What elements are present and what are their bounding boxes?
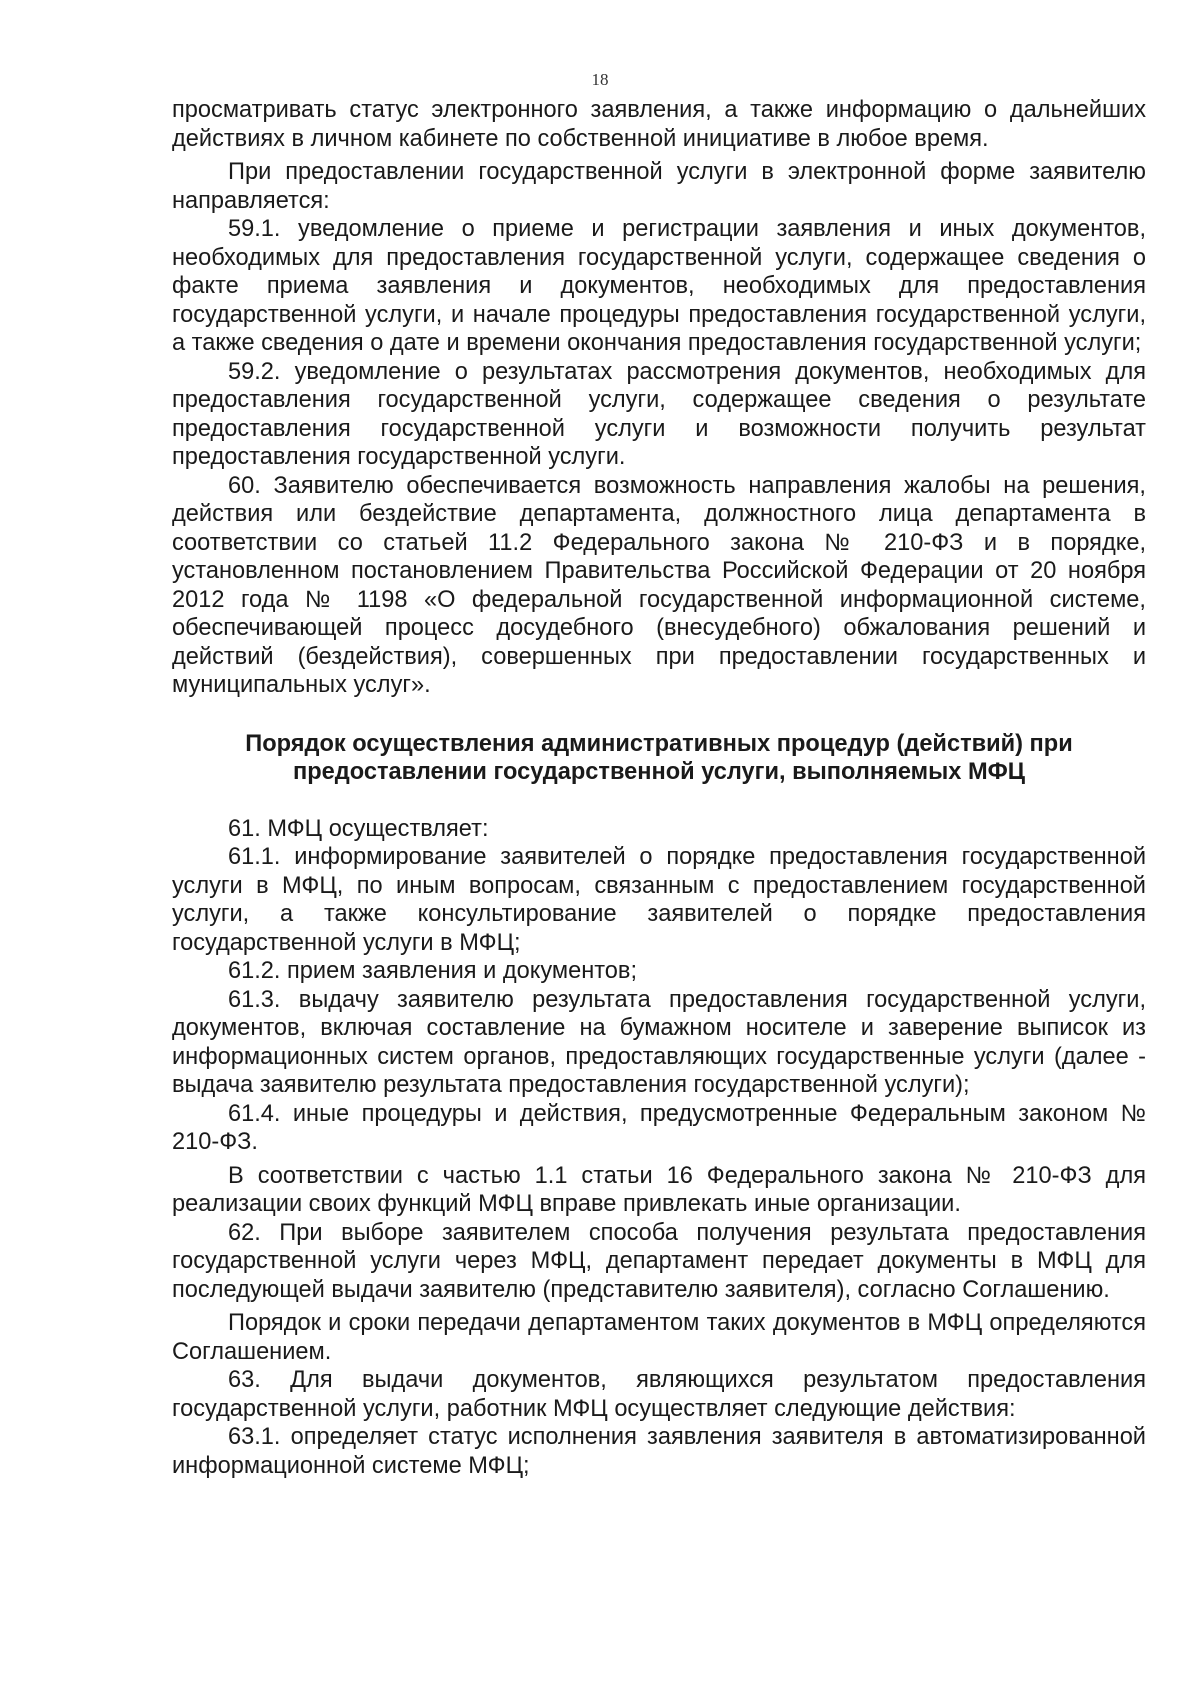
- paragraph-electronic-notifications-intro: При предоставлении государственной услуги в электронной форме заявителю направляется:: [172, 159, 1146, 214]
- paragraph-61-1: 61.1. информирование заявителей о порядке предоставления государственной услуги в МФЦ, по иным вопросам, связанным с предоставлением государственной услуги, а также консультирование заявителей о порядке предоставления государственной услуги в МФЦ;: [172, 844, 1146, 956]
- document-body: [172, 96, 1146, 1480]
- paragraph-60: 60. Заявителю обеспечивается возможность направления жалобы на решения, действия или бездействие департамента, должностного лица департамента в соответствии со статьей 11.2 Федерального закона № 210-ФЗ и в порядке, установленном постановлением Правительства Российской Федерации от 20 ноября 2012 года № 1198 «О федеральной государственной информационной системе, обеспечивающей процесс досудебного (внесудебного) обжалования решений и действий (бездействия), совершенных при предоставлении государственных и муниципальных услуг».: [172, 472, 1146, 698]
- paragraph-status-continuation: просматривать статус электронного заявления, а также информацию о дальнейших действиях в личном кабинете по собственной инициативе в любое время.: [172, 97, 1146, 152]
- page-number: 18: [591, 70, 609, 89]
- paragraph-59-1: 59.1. уведомление о приеме и регистрации заявления и иных документов, необходимых для предоставления государственной услуги, содержащее сведения о факте приема заявления и документов, необходимых для предоставления государственной услуги, и начале процедуры предоставления государственной услуги, а также сведения о дате и времени окончания предоставления государственной услуги;: [172, 216, 1146, 356]
- paragraph-62: 62. При выборе заявителем способа получения результата предоставления государственной услуги через МФЦ, департамент передает документы в МФЦ для последующей выдачи заявителю (представителю заявителя), согласно Соглашению.: [172, 1219, 1146, 1303]
- paragraph-61: 61. МФЦ осуществляет:: [228, 815, 489, 842]
- paragraph-63: 63. Для выдачи документов, являющихся результатом предоставления государственной услуги, работник МФЦ осуществляет следующие действия:: [172, 1367, 1146, 1422]
- section-heading: Порядок осуществления административных процедур (действий) при предоставлении государственной услуги, выполняемых МФЦ: [245, 730, 1073, 785]
- paragraph-63-1: 63.1. определяет статус исполнения заявления заявителя в автоматизированной информационной системе МФЦ;: [172, 1424, 1146, 1479]
- paragraph-61-2: 61.2. прием заявления и документов;: [228, 958, 638, 984]
- paragraph-transfer-order: Порядок и сроки передачи департаментом таких документов в МФЦ определяются Соглашением.: [172, 1310, 1146, 1365]
- paragraph-61-4: 61.4. иные процедуры и действия, предусмотренные Федеральным законом № 210-ФЗ.: [172, 1100, 1146, 1155]
- paragraph-61-3: 61.3. выдачу заявителю результата предоставления государственной услуги, документов, включая составление на бумажном носителе и заверение выписок из информационных систем органов, предоставляющих государственные услуги (далее - выдача заявителю результата предоставления государственной услуги);: [172, 986, 1146, 1098]
- paragraph-organizations: В соответствии с частью 1.1 статьи 16 Федерального закона № 210-ФЗ для реализации своих функций МФЦ вправе привлекать иные организации.: [172, 1162, 1146, 1217]
- paragraph-59-2: 59.2. уведомление о результатах рассмотрения документов, необходимых для предоставления государственной услуги, содержащее сведения о результате предоставления государственной услуги и возможности получить результат предоставления государственной услуги.: [172, 358, 1146, 470]
